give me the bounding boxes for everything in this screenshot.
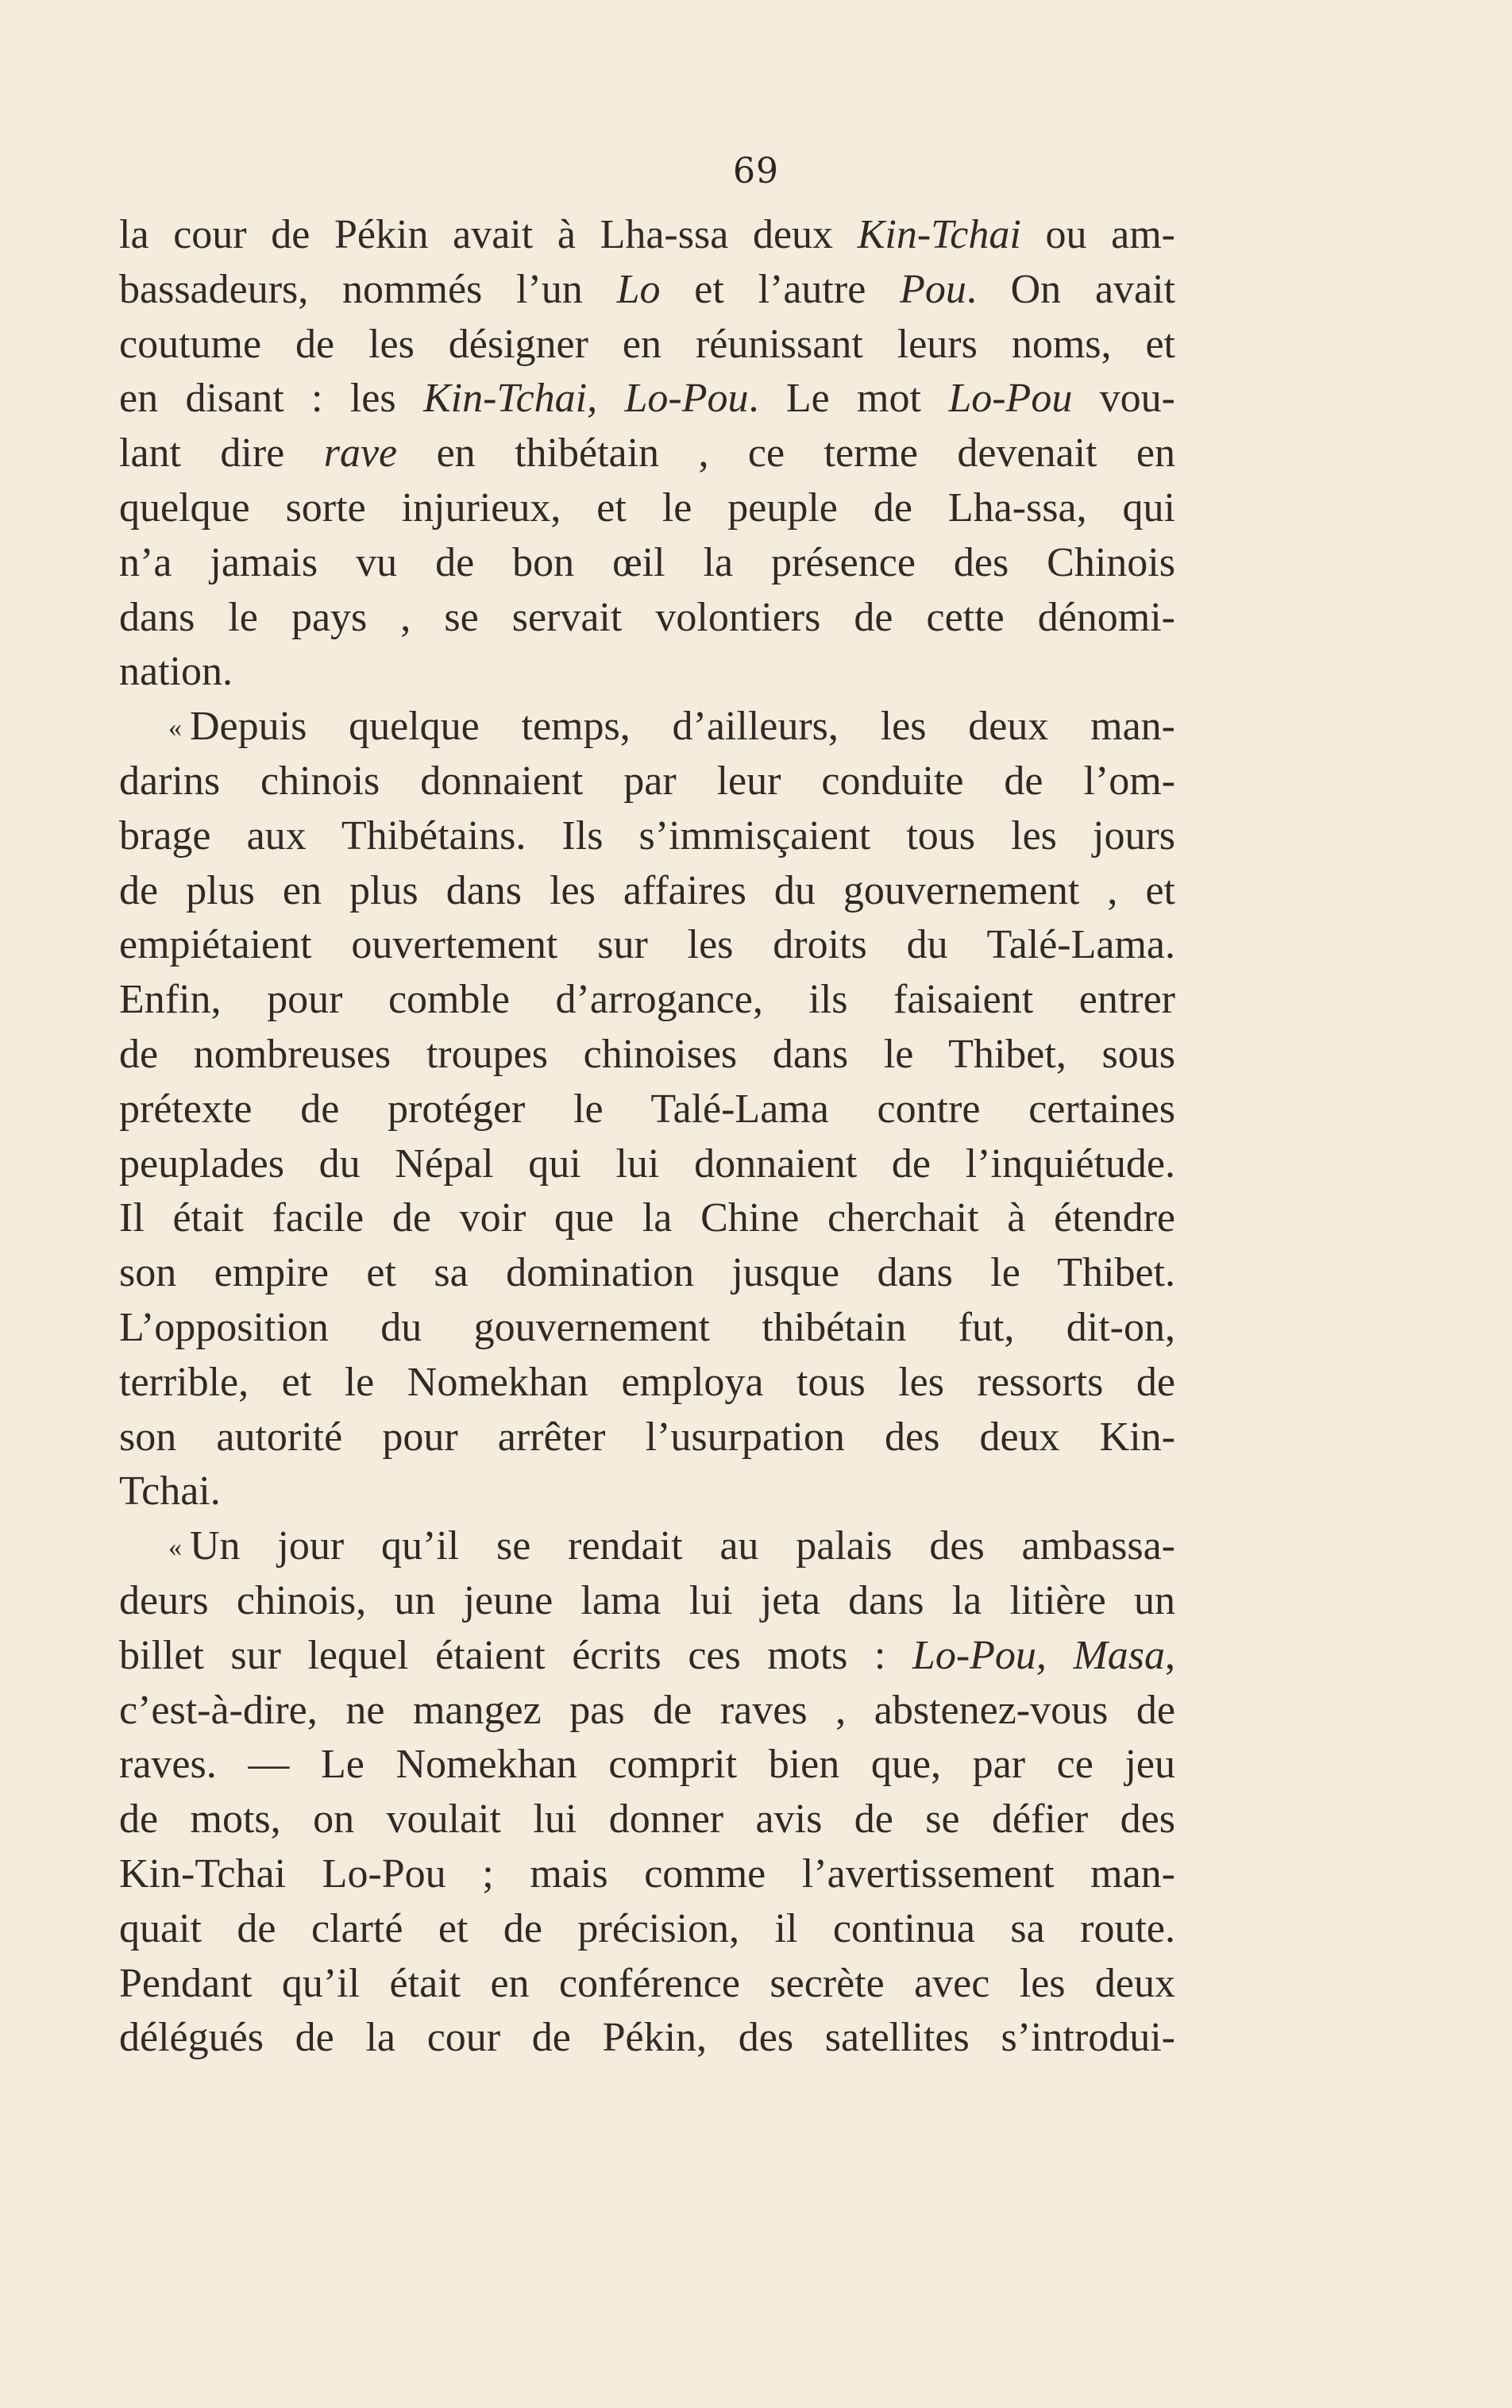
text-line bbox=[119, 809, 1175, 864]
text-line bbox=[119, 1082, 1175, 1137]
text-run: raves. — Le Nomekhan comprit bien que, par ce jeu bbox=[119, 1742, 1175, 1788]
text-run: de mots, on voulait lui donner avis de se défier des bbox=[119, 1796, 1175, 1843]
text-run: ou am- bbox=[1020, 212, 1175, 257]
text-line bbox=[119, 1847, 1175, 1902]
text-run: de plus en plus dans les affaires du gouvernement , et bbox=[119, 867, 1175, 913]
text-run: , bbox=[1165, 1632, 1175, 1678]
text-run: vou- bbox=[1072, 376, 1175, 422]
text-run: coutume de les désigner en réunissant leurs noms, et bbox=[119, 321, 1175, 367]
italic-run: Lo-Pou bbox=[948, 376, 1073, 422]
text-run: Depuis quelque temps, d’ailleurs, les deux man- bbox=[190, 704, 1175, 750]
italic-run: rave bbox=[323, 430, 398, 477]
text-line bbox=[119, 973, 1175, 1028]
text-line bbox=[119, 1464, 1175, 1519]
text-line bbox=[119, 536, 1175, 591]
text-run: brage aux Thibétains. Ils s’immisçaient tous les jours bbox=[119, 812, 1175, 859]
italic-run: Kin-Tchai, Lo-Pou bbox=[422, 376, 749, 422]
text-line bbox=[119, 754, 1175, 809]
page-number: 69 bbox=[733, 151, 779, 191]
text-run: dans le pays , se servait volontiers de cette dénomi- bbox=[119, 594, 1175, 640]
text-line bbox=[119, 318, 1175, 372]
text-run: Kin-Tchai Lo-Pou ; mais comme l’avertissement man- bbox=[119, 1850, 1175, 1897]
text-line bbox=[119, 918, 1175, 973]
text-line bbox=[119, 1574, 1175, 1629]
text-line bbox=[119, 2011, 1175, 2066]
text-line bbox=[119, 372, 1175, 426]
text-line bbox=[119, 1028, 1175, 1082]
text-run: la cour de Pékin avait à Lha-ssa deux bbox=[119, 212, 858, 257]
text-run: Enfin, pour comble d’arrogance, ils faisaient entrer bbox=[119, 977, 1175, 1023]
text-run: quelque sorte injurieux, et le peuple de Lha-ssa, qui bbox=[119, 484, 1175, 531]
text-run: son autorité pour arrêter l’usurpation des deux Kin- bbox=[119, 1414, 1175, 1460]
text-run: quait de clarté et de précision, il continua sa route. bbox=[119, 1905, 1175, 1951]
text-run: en thibétain , ce terme devenait en bbox=[397, 430, 1175, 477]
text-run: Tchai. bbox=[119, 1468, 221, 1515]
text-run: peuplades du Népal qui lui donnaient de l’inquiétude. bbox=[119, 1140, 1175, 1187]
text-line bbox=[119, 481, 1175, 536]
text-run: son empire et sa domination jusque dans le Thibet. bbox=[119, 1250, 1175, 1296]
text-line bbox=[119, 1410, 1175, 1465]
text-line bbox=[119, 645, 1175, 700]
text-line bbox=[119, 1246, 1175, 1301]
text-line bbox=[119, 1902, 1175, 1957]
text-line bbox=[119, 1301, 1175, 1356]
text-run: terrible, et le Nomekhan employa tous les ressorts de bbox=[119, 1359, 1175, 1405]
text-line bbox=[119, 1957, 1175, 2012]
text-line bbox=[119, 700, 1175, 754]
text-run: L’opposition du gouvernement thibétain fut, dit-on, bbox=[119, 1304, 1175, 1350]
text-line bbox=[119, 1519, 1175, 1574]
text-run: délégués de la cour de Pékin, des satellites s’introdui- bbox=[119, 2015, 1175, 2061]
text-run: n’a jamais vu de bon œil la présence des Chinois bbox=[119, 539, 1175, 585]
text-line bbox=[119, 426, 1175, 481]
text-line bbox=[119, 1137, 1175, 1192]
text-line bbox=[119, 1191, 1175, 1246]
text-run: Pendant qu’il était en conférence secrète avec les deux bbox=[119, 1960, 1175, 2006]
text-run: de nombreuses troupes chinoises dans le Thibet, sous bbox=[119, 1031, 1175, 1077]
text-run: deurs chinois, un jeune lama lui jeta dans la litière un bbox=[119, 1577, 1175, 1623]
italic-run: Lo bbox=[616, 266, 661, 312]
text-run: bassadeurs, nommés l’un bbox=[119, 266, 617, 312]
text-line bbox=[119, 591, 1175, 646]
text-run: darins chinois donnaient par leur conduite de l’om- bbox=[119, 758, 1175, 804]
text-run: lant dire bbox=[119, 430, 324, 477]
text-run: empiétaient ouvertement sur les droits du Talé-Lama. bbox=[119, 922, 1175, 968]
italic-run: Kin-Tchai bbox=[857, 212, 1021, 257]
text-run: Il était facile de voir que la Chine cherchait à étendre bbox=[119, 1195, 1175, 1241]
text-line bbox=[119, 263, 1175, 318]
text-run: Un jour qu’il se rendait au palais des ambassa- bbox=[190, 1523, 1175, 1569]
text-line bbox=[119, 1792, 1175, 1847]
text-line bbox=[119, 1684, 1175, 1738]
italic-run: Pou bbox=[900, 266, 966, 312]
text-run: c’est-à-dire, ne mangez pas de raves , abstenez-vous de bbox=[119, 1687, 1175, 1733]
italic-run: Lo-Pou, Masa bbox=[912, 1632, 1165, 1678]
text-line bbox=[119, 864, 1175, 919]
body-text bbox=[119, 208, 1175, 2066]
text-line bbox=[119, 1629, 1175, 1684]
text-line bbox=[119, 1356, 1175, 1410]
text-run: en disant : les bbox=[119, 376, 423, 422]
text-line bbox=[119, 1738, 1175, 1792]
quote-mark: « bbox=[168, 713, 182, 743]
text-run: nation. bbox=[119, 649, 233, 695]
quote-mark: « bbox=[168, 1533, 182, 1563]
text-run: et l’autre bbox=[660, 266, 901, 312]
text-line bbox=[119, 208, 1175, 263]
text-run: prétexte de protéger le Talé-Lama contre certaines bbox=[119, 1086, 1175, 1132]
text-run: . Le mot bbox=[748, 376, 949, 422]
text-run: billet sur lequel étaient écrits ces mots : bbox=[119, 1632, 912, 1678]
text-run: . On avait bbox=[966, 266, 1175, 312]
